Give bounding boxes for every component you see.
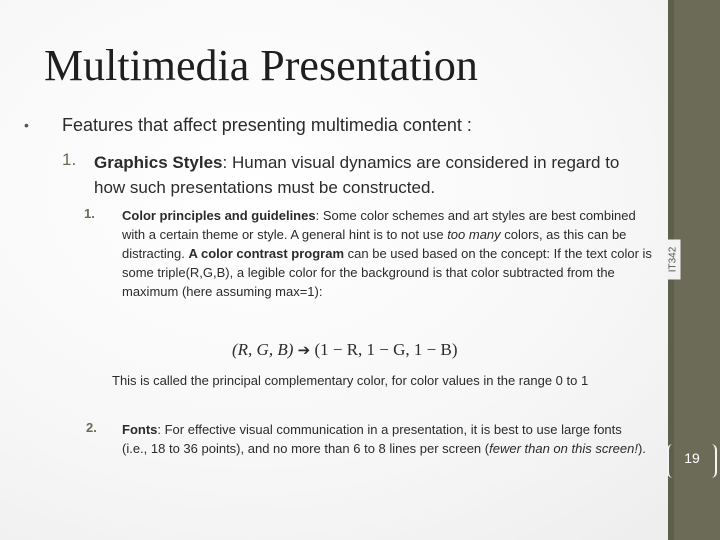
- formula-left: (R, G, B): [232, 340, 294, 359]
- sub1-body-c: can be used based on the concept: If the text color is some triple(R,G,B), a legible color for the background is that color subtracted from the maximum (here assuming max=1):: [122, 246, 652, 299]
- level1-text: Features that affect presenting multimedia content :: [62, 115, 472, 135]
- after-formula-text: This is called the principal complementary color, for color values in the range 0 to 1: [112, 373, 589, 388]
- item1-body: : Human visual dynamics are considered in regard to how such presentations must be constructed.: [94, 153, 620, 197]
- sub1-body-b: colors, as this can be distracting.: [122, 227, 627, 261]
- right-arrow-icon: ➔: [297, 341, 311, 359]
- sub1-text: [122, 206, 660, 301]
- page-number: 19: [684, 450, 700, 466]
- sub1-number: 1.: [84, 206, 95, 221]
- sub1-heading: Color principles and guidelines: [122, 208, 316, 223]
- sub1-emphasis: too many: [447, 227, 501, 242]
- bullet-icon: •: [24, 117, 29, 133]
- slide-title: Multimedia Presentation: [44, 41, 478, 90]
- item1-text: [94, 150, 624, 200]
- sub2-body-a: : For effective visual communication in a presentation, it is best to use large fonts (i.e., 18 to 36 points), and no more than 6 to 8 lines per screen (: [122, 422, 622, 456]
- sub2-number: 2.: [86, 420, 97, 435]
- item1-heading: Graphics Styles: [94, 153, 223, 172]
- formula-right: (1 − R, 1 − G, 1 − B): [310, 340, 458, 359]
- color-formula: [232, 340, 458, 360]
- item1-number: 1.: [62, 150, 77, 169]
- sub1-bold-phrase: A color contrast program: [188, 246, 345, 261]
- sub2-heading: Fonts: [122, 422, 158, 437]
- course-code: IT342: [666, 240, 681, 280]
- sub2-emphasis: fewer than on this screen!: [489, 441, 638, 456]
- sub2-text: [122, 420, 650, 458]
- sub1-body-a: : Some color schemes and art styles are best combined with a certain theme or style. A general hint is to not use: [122, 208, 636, 242]
- sub2-body-b: ).: [637, 441, 646, 456]
